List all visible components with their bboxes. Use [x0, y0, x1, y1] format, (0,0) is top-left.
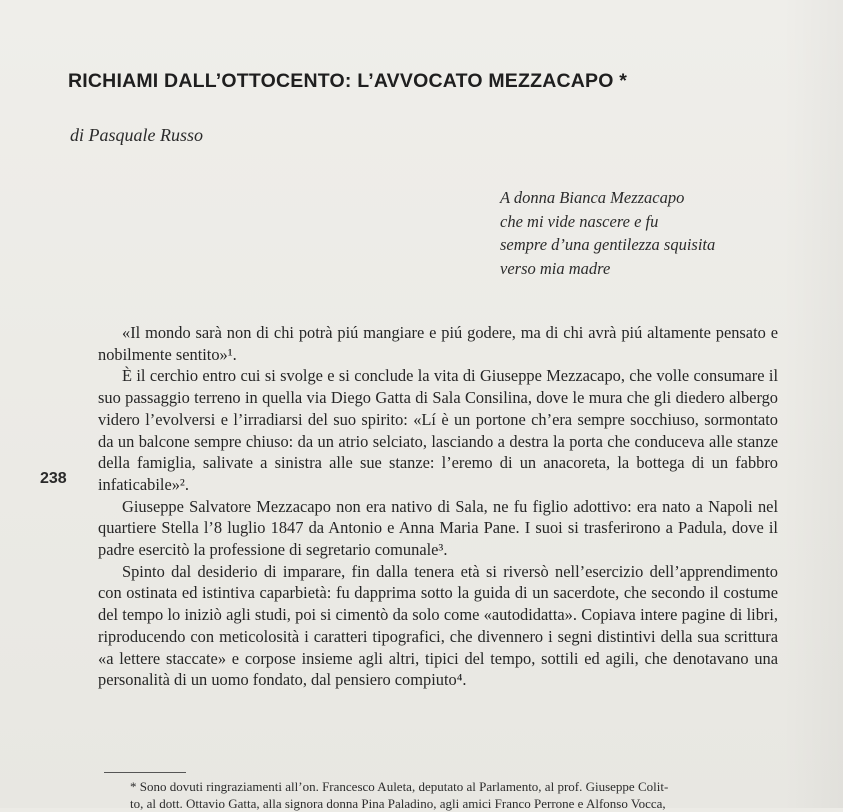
paragraph: È il cerchio entro cui si svolge e si conclude la vita di Giuseppe Mezzacapo, che volle consumare il suo passaggio terreno in quella via Diego Gatta di Sala Consilina, dove le mura che gli diedero albergo videro l’evolversi e l’irradiarsi del suo spirito: «Lí è un portone ch’era sempre socchiuso, sormontato da un balcone sempre chiuso: da un atrio selciato, lasciando a destra la porta che conduceva alle stanze della famiglia, salivate a sinistra alle sue stanze: l’eremo di un anacoreta, la bottega di un fabbro infaticabile»².: [98, 366, 778, 494]
dedication-line: sempre d’una gentilezza squisita: [500, 235, 716, 254]
dedication-line: verso mia madre: [500, 258, 611, 278]
footnote-line: to, al dott. Ottavio Gatta, alla signora donna Pina Paladino, agli amici Franco Perrone e Alfonso Vocca,: [130, 796, 666, 811]
dedication: [500, 186, 715, 280]
article-body: [98, 322, 778, 691]
paragraph: Spinto dal desiderio di imparare, fin dalla tenera età si riversò nell’esercizio dell’apprendimento con ostinata ed istintiva caparbietà: fu dapprima sotto la guida di un sacerdote, che secondo il costume del tempo lo iniziò agli studi, poi si cimentò da solo come «autodidatta». Copiava intere pagine di libri, riproducendo con meticolosità i caratteri tipografici, che divennero i segni distintivi della sua scrittura «a lettere staccate» e corpose insieme agli altri, tipici del tempo, sottili ed agili, che denotavano una personalità di un uomo fondato, dal pensiero compiuto⁴.: [98, 561, 778, 690]
dedication-line: che mi vide nascere e fu: [500, 211, 659, 231]
footnote-divider: [104, 772, 186, 773]
author-byline: di Pasquale Russo: [70, 125, 203, 145]
paragraph: «Il mondo sarà non di chi potrà piú mangiare e piú godere, ma di chi avrà piú altamente pensato e nobilmente sentito»¹.: [98, 323, 778, 364]
page-number: 238: [40, 470, 67, 487]
footnote-line: * Sono dovuti ringraziamenti all’on. Francesco Auleta, deputato al Parlamento, al prof. Giuseppe Colit-: [130, 779, 669, 794]
paragraph: Giuseppe Salvatore Mezzacapo non era nativo di Sala, ne fu figlio adottivo: era nato a Napoli nel quartiere Stella l’8 luglio 1847 da Antonio e Anna Maria Pane. I suoi si trasferirono a Padula, dove il padre esercitò la professione di segretario comunale³.: [98, 496, 778, 560]
article-title: RICHIAMI DALL’OTTOCENTO: L’AVVOCATO MEZZACAPO *: [68, 70, 628, 92]
page-shadow: [783, 0, 843, 808]
footnotes: [130, 778, 830, 812]
dedication-line: A donna Bianca Mezzacapo: [500, 188, 685, 207]
